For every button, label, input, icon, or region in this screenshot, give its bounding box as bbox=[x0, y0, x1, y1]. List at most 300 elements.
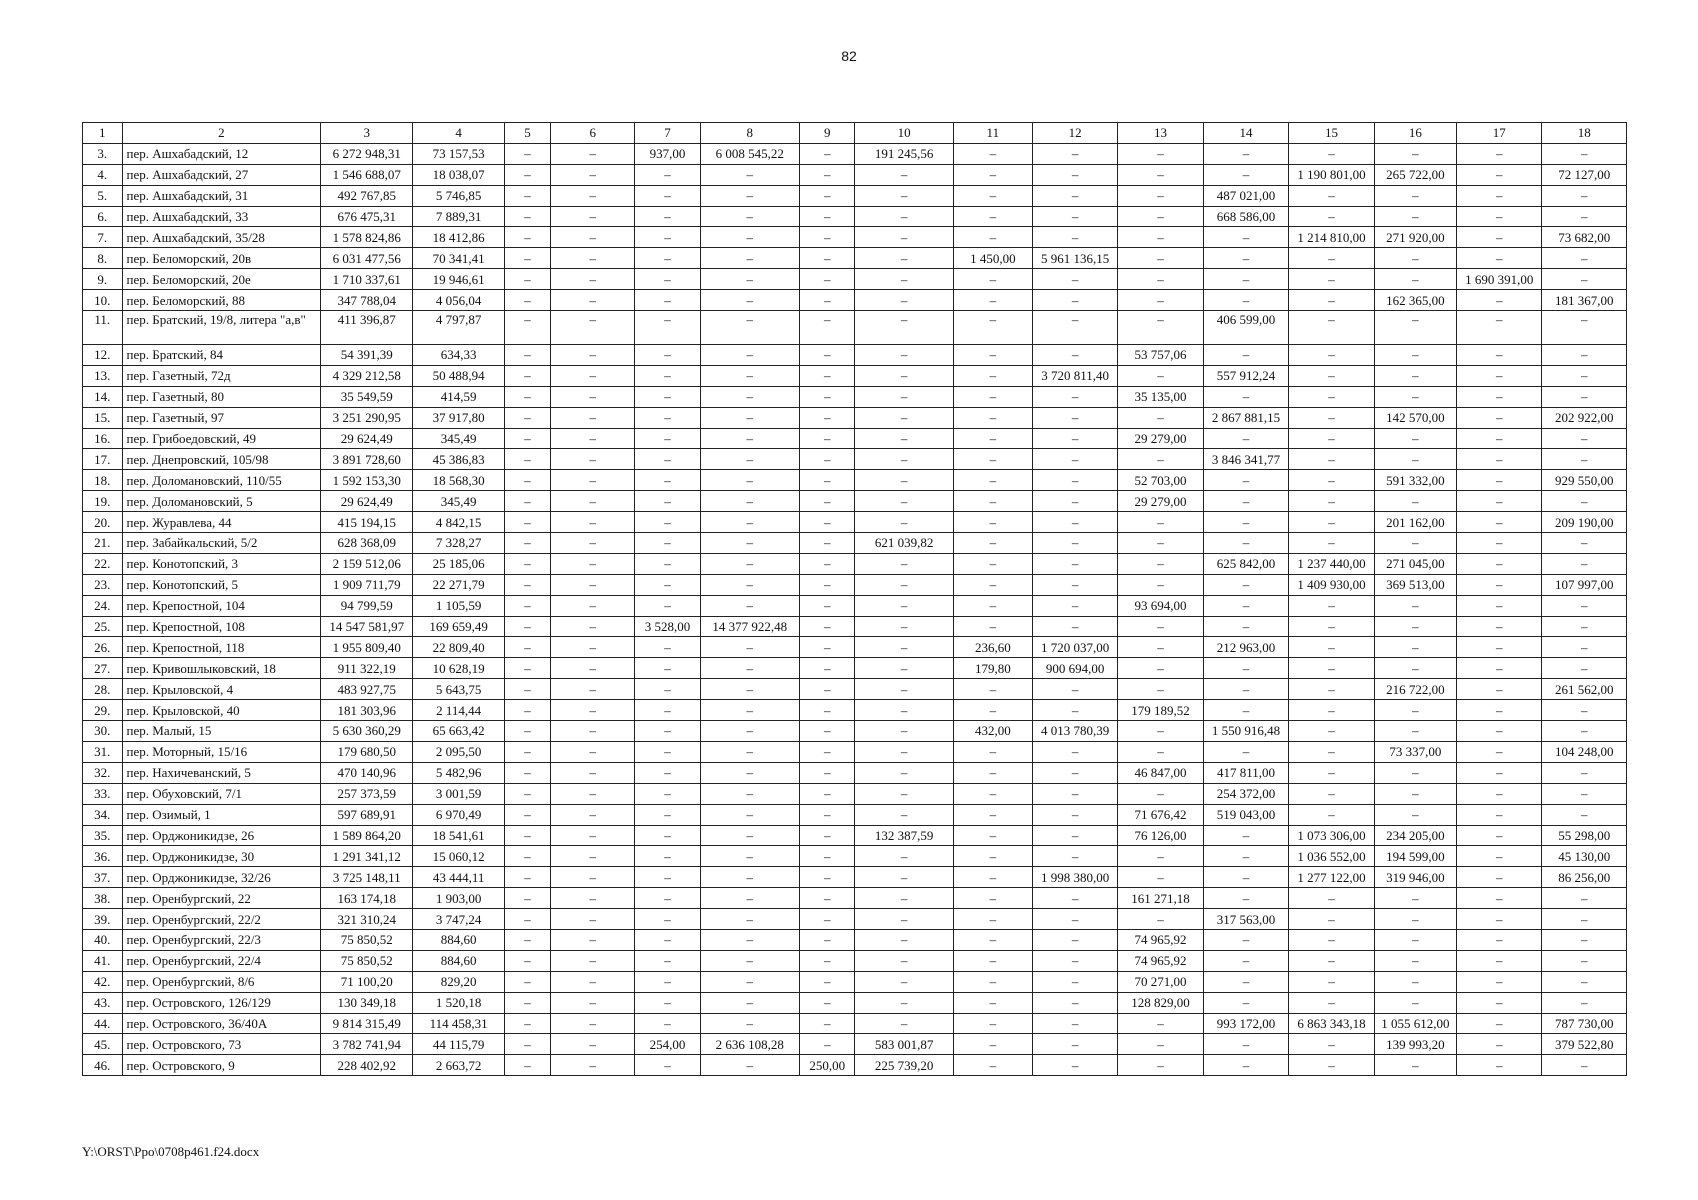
table-row bbox=[83, 248, 1627, 269]
value-cell: 114 458,31 bbox=[413, 1013, 505, 1034]
value-cell: – bbox=[505, 658, 551, 679]
value-cell: – bbox=[505, 700, 551, 721]
value-cell: 1 903,00 bbox=[413, 888, 505, 909]
value-cell: – bbox=[953, 185, 1032, 206]
value-cell: – bbox=[550, 311, 634, 345]
value-cell: – bbox=[855, 311, 953, 345]
value-cell: – bbox=[855, 762, 953, 783]
value-cell: – bbox=[799, 407, 855, 428]
value-cell: – bbox=[635, 741, 700, 762]
row-number-cell: 30. bbox=[83, 721, 123, 742]
value-cell: – bbox=[799, 637, 855, 658]
value-cell: 202 922,00 bbox=[1542, 407, 1627, 428]
column-header: 10 bbox=[855, 123, 953, 144]
value-cell: 319 946,00 bbox=[1374, 867, 1456, 888]
table-row bbox=[83, 143, 1627, 164]
value-cell: – bbox=[799, 386, 855, 407]
value-cell: 179,80 bbox=[953, 658, 1032, 679]
value-cell: – bbox=[505, 512, 551, 533]
value-cell: – bbox=[1289, 909, 1374, 930]
value-cell: – bbox=[635, 533, 700, 554]
value-cell: – bbox=[505, 971, 551, 992]
value-cell: – bbox=[1118, 449, 1203, 470]
value-cell: 216 722,00 bbox=[1374, 679, 1456, 700]
value-cell: – bbox=[1203, 595, 1288, 616]
column-header: 8 bbox=[700, 123, 799, 144]
value-cell: – bbox=[700, 658, 799, 679]
table-row bbox=[83, 616, 1627, 637]
value-cell: – bbox=[700, 679, 799, 700]
value-cell: – bbox=[799, 164, 855, 185]
value-cell: 29 624,49 bbox=[321, 491, 413, 512]
value-cell: – bbox=[505, 762, 551, 783]
value-cell: – bbox=[1118, 185, 1203, 206]
value-cell: – bbox=[635, 365, 700, 386]
table-row bbox=[83, 950, 1627, 971]
value-cell: – bbox=[1456, 783, 1541, 804]
value-cell: – bbox=[505, 290, 551, 311]
value-cell: 45 386,83 bbox=[413, 449, 505, 470]
value-cell: 104 248,00 bbox=[1542, 741, 1627, 762]
value-cell: 191 245,56 bbox=[855, 143, 953, 164]
value-cell: – bbox=[953, 595, 1032, 616]
address-cell: пер. Островского, 9 bbox=[122, 1055, 321, 1076]
value-cell: – bbox=[1118, 553, 1203, 574]
value-cell: 70 341,41 bbox=[413, 248, 505, 269]
value-cell: – bbox=[1542, 637, 1627, 658]
value-cell: – bbox=[1374, 762, 1456, 783]
value-cell: – bbox=[1456, 1013, 1541, 1034]
value-cell: – bbox=[635, 971, 700, 992]
value-cell: – bbox=[1542, 616, 1627, 637]
value-cell: – bbox=[799, 428, 855, 449]
table-row bbox=[83, 658, 1627, 679]
value-cell: 1 909 711,79 bbox=[321, 574, 413, 595]
value-cell: – bbox=[1203, 227, 1288, 248]
table-row bbox=[83, 365, 1627, 386]
value-cell: – bbox=[1032, 762, 1117, 783]
value-cell: – bbox=[1203, 825, 1288, 846]
address-cell: пер. Крепостной, 118 bbox=[122, 637, 321, 658]
address-cell: пер. Крыловской, 40 bbox=[122, 700, 321, 721]
value-cell: – bbox=[1289, 512, 1374, 533]
column-header: 13 bbox=[1118, 123, 1203, 144]
value-cell: 254 372,00 bbox=[1203, 783, 1288, 804]
value-cell: 5 643,75 bbox=[413, 679, 505, 700]
value-cell: – bbox=[1456, 700, 1541, 721]
value-cell: – bbox=[1456, 929, 1541, 950]
value-cell: – bbox=[1374, 248, 1456, 269]
address-cell: пер. Братский, 84 bbox=[122, 345, 321, 366]
value-cell: – bbox=[1456, 762, 1541, 783]
value-cell: 201 162,00 bbox=[1374, 512, 1456, 533]
value-cell: – bbox=[1542, 721, 1627, 742]
value-cell: 29 279,00 bbox=[1118, 491, 1203, 512]
value-cell: – bbox=[505, 386, 551, 407]
value-cell: – bbox=[550, 227, 634, 248]
value-cell: – bbox=[1289, 741, 1374, 762]
value-cell: – bbox=[953, 428, 1032, 449]
value-cell: – bbox=[1203, 658, 1288, 679]
value-cell: – bbox=[635, 248, 700, 269]
value-cell: – bbox=[635, 574, 700, 595]
value-cell: 415 194,15 bbox=[321, 512, 413, 533]
value-cell: – bbox=[855, 449, 953, 470]
value-cell: – bbox=[700, 574, 799, 595]
value-cell: – bbox=[953, 971, 1032, 992]
table-row bbox=[83, 345, 1627, 366]
value-cell: – bbox=[1374, 595, 1456, 616]
value-cell: – bbox=[550, 992, 634, 1013]
row-number-cell: 33. bbox=[83, 783, 123, 804]
value-cell: 93 694,00 bbox=[1118, 595, 1203, 616]
value-cell: – bbox=[550, 721, 634, 742]
value-cell: – bbox=[1032, 574, 1117, 595]
value-cell: – bbox=[855, 1013, 953, 1034]
value-cell: 1 190 801,00 bbox=[1289, 164, 1374, 185]
value-cell: – bbox=[1456, 888, 1541, 909]
value-cell: – bbox=[855, 616, 953, 637]
address-cell: пер. Орджоникидзе, 30 bbox=[122, 846, 321, 867]
address-cell: пер. Малый, 15 bbox=[122, 721, 321, 742]
value-cell: – bbox=[953, 553, 1032, 574]
row-number-cell: 3. bbox=[83, 143, 123, 164]
value-cell: 179 189,52 bbox=[1118, 700, 1203, 721]
row-number-cell: 8. bbox=[83, 248, 123, 269]
value-cell: – bbox=[855, 553, 953, 574]
value-cell: – bbox=[799, 365, 855, 386]
value-cell: – bbox=[1203, 1055, 1288, 1076]
value-cell: 911 322,19 bbox=[321, 658, 413, 679]
value-cell: 181 303,96 bbox=[321, 700, 413, 721]
value-cell: – bbox=[1456, 637, 1541, 658]
value-cell: – bbox=[635, 1055, 700, 1076]
value-cell: – bbox=[635, 491, 700, 512]
table-row bbox=[83, 679, 1627, 700]
value-cell: 234 205,00 bbox=[1374, 825, 1456, 846]
value-cell: – bbox=[1374, 449, 1456, 470]
value-cell: – bbox=[550, 846, 634, 867]
value-cell: – bbox=[1542, 365, 1627, 386]
value-cell: – bbox=[1456, 164, 1541, 185]
value-cell: – bbox=[1118, 741, 1203, 762]
column-header: 15 bbox=[1289, 123, 1374, 144]
column-header: 11 bbox=[953, 123, 1032, 144]
table-row bbox=[83, 595, 1627, 616]
value-cell: – bbox=[635, 825, 700, 846]
value-cell: – bbox=[855, 574, 953, 595]
value-cell: – bbox=[1374, 185, 1456, 206]
value-cell: – bbox=[1289, 491, 1374, 512]
row-number-cell: 42. bbox=[83, 971, 123, 992]
value-cell: – bbox=[550, 929, 634, 950]
value-cell: – bbox=[505, 143, 551, 164]
value-cell: – bbox=[1032, 700, 1117, 721]
value-cell: – bbox=[1118, 248, 1203, 269]
value-cell: – bbox=[1289, 762, 1374, 783]
value-cell: – bbox=[1456, 143, 1541, 164]
value-cell: – bbox=[1118, 1034, 1203, 1055]
value-cell: 1 710 337,61 bbox=[321, 269, 413, 290]
address-cell: пер. Моторный, 15/16 bbox=[122, 741, 321, 762]
row-number-cell: 14. bbox=[83, 386, 123, 407]
value-cell: 5 961 136,15 bbox=[1032, 248, 1117, 269]
value-cell: – bbox=[1032, 553, 1117, 574]
value-cell: – bbox=[799, 825, 855, 846]
row-number-cell: 25. bbox=[83, 616, 123, 637]
value-cell: – bbox=[1203, 971, 1288, 992]
value-cell: – bbox=[1289, 345, 1374, 366]
value-cell: 225 739,20 bbox=[855, 1055, 953, 1076]
table-row bbox=[83, 867, 1627, 888]
value-cell: – bbox=[1542, 428, 1627, 449]
column-header: 18 bbox=[1542, 123, 1627, 144]
value-cell: 71 676,42 bbox=[1118, 804, 1203, 825]
value-cell: – bbox=[550, 762, 634, 783]
value-cell: – bbox=[550, 783, 634, 804]
value-cell: – bbox=[1118, 227, 1203, 248]
value-cell: – bbox=[1118, 290, 1203, 311]
value-cell: 50 488,94 bbox=[413, 365, 505, 386]
value-cell: – bbox=[799, 1013, 855, 1034]
value-cell: 1 073 306,00 bbox=[1289, 825, 1374, 846]
value-cell: – bbox=[799, 449, 855, 470]
table-row bbox=[83, 533, 1627, 554]
value-cell: – bbox=[700, 929, 799, 950]
value-cell: – bbox=[1542, 929, 1627, 950]
row-number-cell: 38. bbox=[83, 888, 123, 909]
value-cell: 4 842,15 bbox=[413, 512, 505, 533]
address-cell: пер. Беломорский, 20в bbox=[122, 248, 321, 269]
value-cell: 53 757,06 bbox=[1118, 345, 1203, 366]
value-cell: – bbox=[1456, 616, 1541, 637]
value-cell: – bbox=[700, 491, 799, 512]
value-cell: – bbox=[635, 867, 700, 888]
value-cell: – bbox=[700, 700, 799, 721]
row-number-cell: 7. bbox=[83, 227, 123, 248]
value-cell: – bbox=[700, 721, 799, 742]
value-cell: – bbox=[700, 533, 799, 554]
value-cell: 483 927,75 bbox=[321, 679, 413, 700]
value-cell: – bbox=[799, 741, 855, 762]
value-cell: 161 271,18 bbox=[1118, 888, 1203, 909]
value-cell: 71 100,20 bbox=[321, 971, 413, 992]
value-cell: – bbox=[1374, 143, 1456, 164]
address-cell: пер. Ашхабадский, 31 bbox=[122, 185, 321, 206]
value-cell: 5 482,96 bbox=[413, 762, 505, 783]
value-cell: – bbox=[799, 470, 855, 491]
value-cell: – bbox=[855, 992, 953, 1013]
value-cell: – bbox=[1289, 269, 1374, 290]
value-cell: – bbox=[700, 365, 799, 386]
value-cell: – bbox=[550, 909, 634, 930]
value-cell: – bbox=[1032, 449, 1117, 470]
table-row bbox=[83, 449, 1627, 470]
value-cell: – bbox=[505, 929, 551, 950]
value-cell: – bbox=[1203, 269, 1288, 290]
address-cell: пер. Грибоедовский, 49 bbox=[122, 428, 321, 449]
value-cell: – bbox=[550, 825, 634, 846]
value-cell: – bbox=[1118, 637, 1203, 658]
value-cell: – bbox=[1118, 1055, 1203, 1076]
address-cell: пер. Днепровский, 105/98 bbox=[122, 449, 321, 470]
value-cell: – bbox=[1456, 407, 1541, 428]
value-cell: – bbox=[1032, 804, 1117, 825]
value-cell: – bbox=[505, 164, 551, 185]
table-header-row bbox=[83, 123, 1627, 144]
value-cell: 73 682,00 bbox=[1542, 227, 1627, 248]
value-cell: – bbox=[1032, 290, 1117, 311]
value-cell: – bbox=[1542, 533, 1627, 554]
value-cell: – bbox=[1203, 616, 1288, 637]
value-cell: – bbox=[635, 269, 700, 290]
column-header: 6 bbox=[550, 123, 634, 144]
value-cell: – bbox=[799, 909, 855, 930]
value-cell: – bbox=[700, 449, 799, 470]
value-cell: – bbox=[550, 428, 634, 449]
address-cell: пер. Оренбургский, 8/6 bbox=[122, 971, 321, 992]
value-cell: – bbox=[505, 491, 551, 512]
address-cell: пер. Крыловской, 4 bbox=[122, 679, 321, 700]
value-cell: – bbox=[1456, 909, 1541, 930]
value-cell: – bbox=[799, 345, 855, 366]
value-cell: – bbox=[1118, 512, 1203, 533]
value-cell: – bbox=[1374, 365, 1456, 386]
value-cell: – bbox=[635, 345, 700, 366]
value-cell: – bbox=[799, 888, 855, 909]
value-cell: – bbox=[799, 679, 855, 700]
value-cell: – bbox=[1203, 143, 1288, 164]
column-header: 12 bbox=[1032, 123, 1117, 144]
value-cell: – bbox=[1032, 185, 1117, 206]
row-number-cell: 10. bbox=[83, 290, 123, 311]
value-cell: – bbox=[1289, 658, 1374, 679]
address-cell: пер. Обуховский, 7/1 bbox=[122, 783, 321, 804]
value-cell: – bbox=[953, 992, 1032, 1013]
value-cell: – bbox=[550, 971, 634, 992]
value-cell: – bbox=[700, 846, 799, 867]
value-cell: – bbox=[1203, 679, 1288, 700]
value-cell: – bbox=[1456, 248, 1541, 269]
value-cell: – bbox=[550, 574, 634, 595]
value-cell: 257 373,59 bbox=[321, 783, 413, 804]
value-cell: 3 747,24 bbox=[413, 909, 505, 930]
value-cell: – bbox=[1032, 1013, 1117, 1034]
value-cell: – bbox=[1374, 491, 1456, 512]
value-cell: – bbox=[550, 616, 634, 637]
value-cell: – bbox=[505, 553, 551, 574]
value-cell: 14 377 922,48 bbox=[700, 616, 799, 637]
value-cell: – bbox=[1456, 721, 1541, 742]
row-number-cell: 23. bbox=[83, 574, 123, 595]
value-cell: – bbox=[550, 143, 634, 164]
value-cell: – bbox=[1374, 386, 1456, 407]
value-cell: 18 038,07 bbox=[413, 164, 505, 185]
value-cell: – bbox=[505, 888, 551, 909]
value-cell: – bbox=[1542, 658, 1627, 679]
value-cell: 25 185,06 bbox=[413, 553, 505, 574]
value-cell: – bbox=[855, 888, 953, 909]
row-number-cell: 13. bbox=[83, 365, 123, 386]
value-cell: – bbox=[1542, 311, 1627, 345]
value-cell: 73 157,53 bbox=[413, 143, 505, 164]
value-cell: – bbox=[799, 512, 855, 533]
value-cell: 130 349,18 bbox=[321, 992, 413, 1013]
value-cell: 4 013 780,39 bbox=[1032, 721, 1117, 742]
value-cell: – bbox=[550, 679, 634, 700]
table-row bbox=[83, 1013, 1627, 1034]
value-cell: 3 782 741,94 bbox=[321, 1034, 413, 1055]
table-row bbox=[83, 269, 1627, 290]
value-cell: – bbox=[550, 700, 634, 721]
table-row bbox=[83, 553, 1627, 574]
row-number-cell: 24. bbox=[83, 595, 123, 616]
column-header: 14 bbox=[1203, 123, 1288, 144]
value-cell: – bbox=[700, 512, 799, 533]
table-row bbox=[83, 762, 1627, 783]
value-cell: – bbox=[1542, 553, 1627, 574]
value-cell: 993 172,00 bbox=[1203, 1013, 1288, 1034]
value-cell: – bbox=[1374, 804, 1456, 825]
value-cell: – bbox=[855, 407, 953, 428]
value-cell: – bbox=[635, 1013, 700, 1034]
value-cell: – bbox=[855, 846, 953, 867]
value-cell: 29 624,49 bbox=[321, 428, 413, 449]
value-cell: 1 520,18 bbox=[413, 992, 505, 1013]
value-cell: 937,00 bbox=[635, 143, 700, 164]
value-cell: 1 690 391,00 bbox=[1456, 269, 1541, 290]
value-cell: – bbox=[799, 783, 855, 804]
value-cell: – bbox=[550, 491, 634, 512]
value-cell: – bbox=[1203, 491, 1288, 512]
page-number: 82 bbox=[841, 48, 857, 64]
value-cell: – bbox=[550, 867, 634, 888]
value-cell: – bbox=[1032, 512, 1117, 533]
value-cell: – bbox=[799, 143, 855, 164]
table-row bbox=[83, 428, 1627, 449]
value-cell: – bbox=[799, 616, 855, 637]
address-cell: пер. Братский, 19/8, литера "а,в" bbox=[122, 311, 321, 345]
value-cell: – bbox=[505, 1013, 551, 1034]
value-cell: – bbox=[550, 470, 634, 491]
value-cell: – bbox=[1032, 992, 1117, 1013]
value-cell: – bbox=[1032, 929, 1117, 950]
value-cell: – bbox=[1118, 867, 1203, 888]
address-cell: пер. Газетный, 97 bbox=[122, 407, 321, 428]
row-number-cell: 36. bbox=[83, 846, 123, 867]
value-cell: – bbox=[1289, 365, 1374, 386]
address-cell: пер. Нахичеванский, 5 bbox=[122, 762, 321, 783]
value-cell: 2 095,50 bbox=[413, 741, 505, 762]
value-cell: 3 251 290,95 bbox=[321, 407, 413, 428]
value-cell: – bbox=[1542, 783, 1627, 804]
value-cell: 379 522,80 bbox=[1542, 1034, 1627, 1055]
value-cell: 55 298,00 bbox=[1542, 825, 1627, 846]
value-cell: – bbox=[550, 206, 634, 227]
value-cell: – bbox=[1118, 1013, 1203, 1034]
value-cell: – bbox=[1118, 365, 1203, 386]
value-cell: 5 746,85 bbox=[413, 185, 505, 206]
value-cell: – bbox=[855, 269, 953, 290]
value-cell: 1 105,59 bbox=[413, 595, 505, 616]
value-cell: – bbox=[505, 992, 551, 1013]
value-cell: – bbox=[1203, 290, 1288, 311]
address-cell: пер. Доломановский, 5 bbox=[122, 491, 321, 512]
address-cell: пер. Оренбургский, 22/2 bbox=[122, 909, 321, 930]
value-cell: – bbox=[505, 345, 551, 366]
value-cell: – bbox=[1203, 512, 1288, 533]
value-cell: – bbox=[1118, 658, 1203, 679]
